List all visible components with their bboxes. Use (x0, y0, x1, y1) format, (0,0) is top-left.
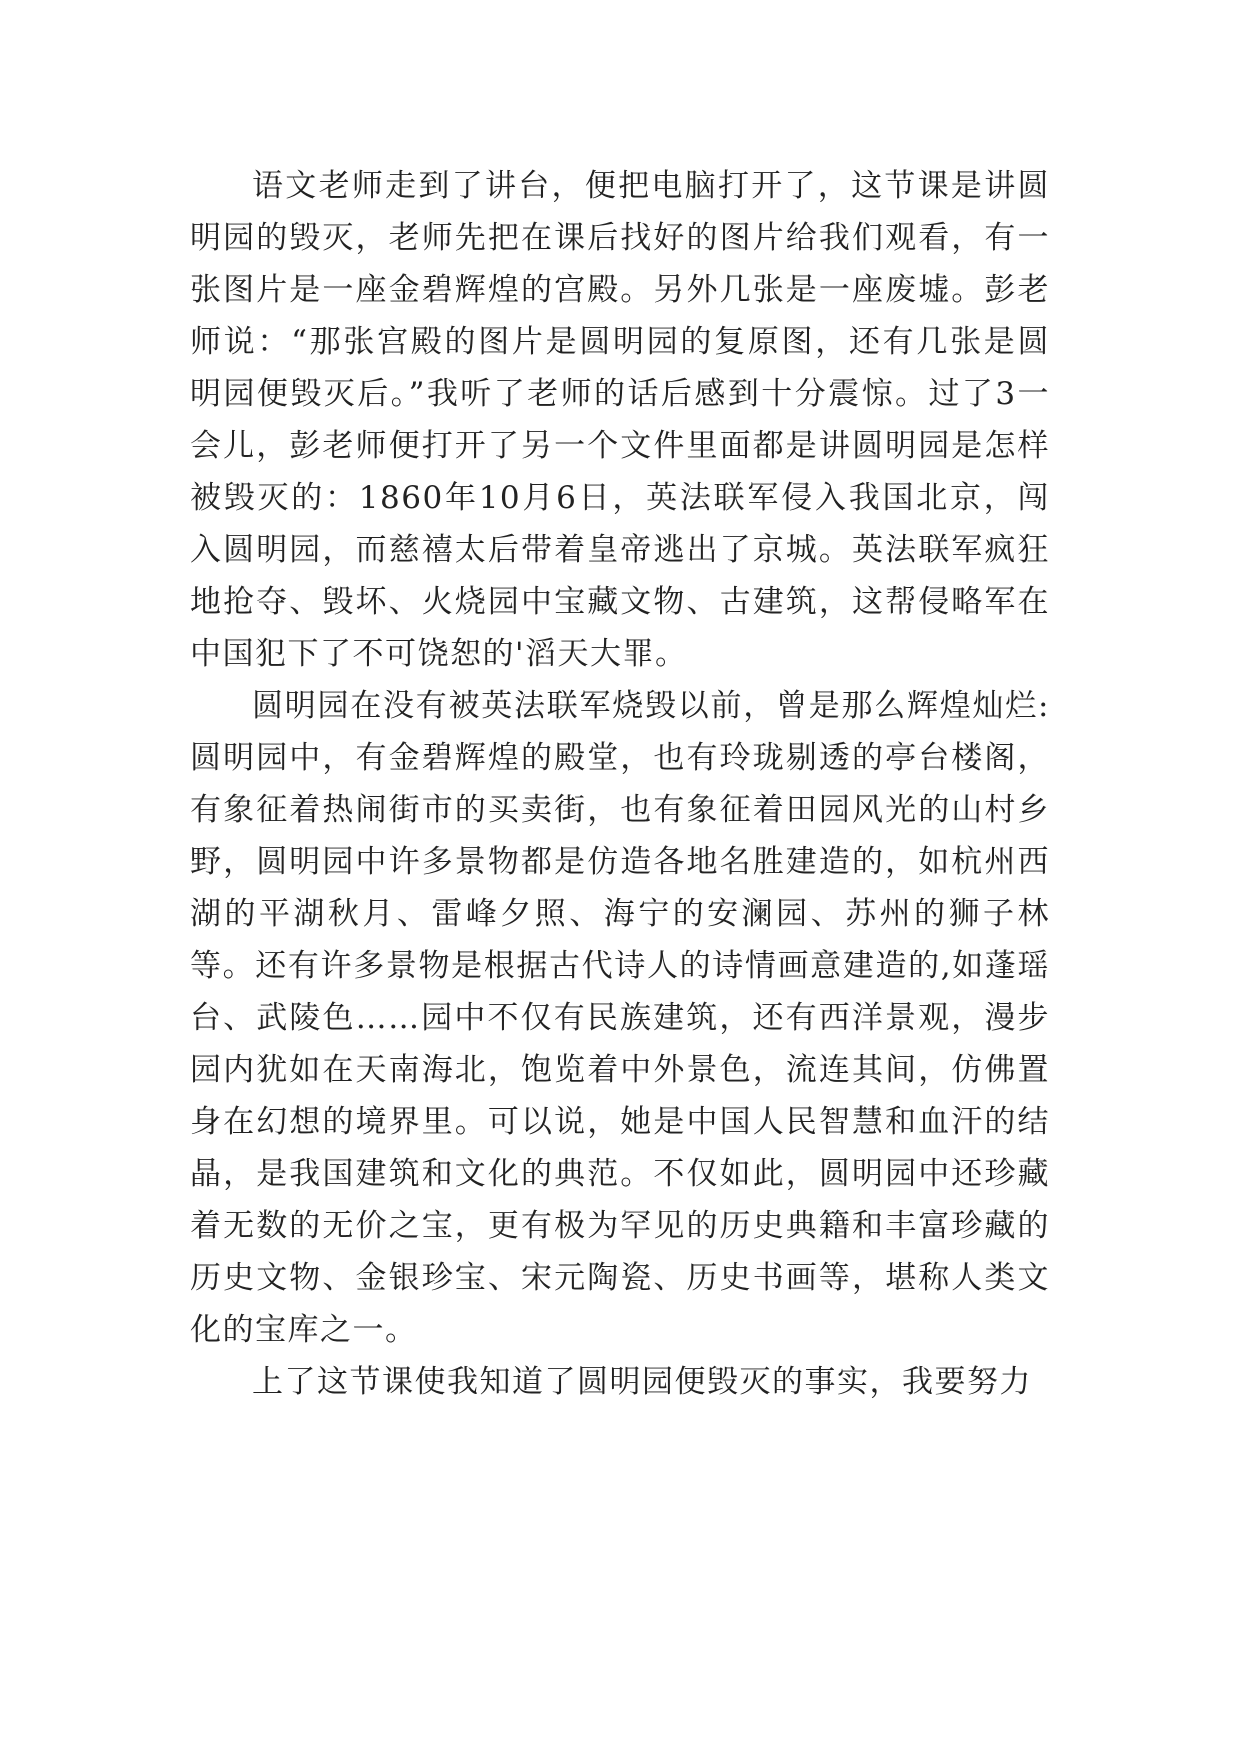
essay-body (190, 160, 1050, 1408)
paragraph-1: 语文老师走到了讲台，便把电脑打开了，这节课是讲圆明园的毁灭，老师先把在课后找好的图片给我们观看，有一张图片是一座金碧辉煌的宫殿。另外几张是一座废墟。彭老师说：“那张宫殿的图片是圆明园的复原图，还有几张是圆明园便毁灭后。”我听了老师的话后感到十分震惊。过了3一会儿，彭老师便打开了另一个文件里面都是讲圆明园是怎样被毁灭的：1860年10月6日，英法联军侵入我国北京，闯入圆明园，而慈禧太后带着皇帝逃出了京城。英法联军疯狂地抢夺、毁坏、火烧园中宝藏文物、古建筑，这帮侵略军在中国犯下了不可饶恕的'滔天大罪。 (190, 168, 1050, 672)
paragraph-3: 上了这节课使我知道了圆明园便毁灭的事实，我要努力 (252, 1364, 1032, 1400)
paragraph-2: 圆明园在没有被英法联军烧毁以前，曾是那么辉煌灿烂:圆明园中，有金碧辉煌的殿堂，也有玲珑剔透的亭台楼阁，有象征着热闹街市的买卖街，也有象征着田园风光的山村乡野，圆明园中许多景物都是仿造各地名胜建造的，如杭州西湖的平湖秋月、雷峰夕照、海宁的安澜园、苏州的狮子林等。还有许多景物是根据古代诗人的诗情画意建造的,如蓬瑶台、武陵色……园中不仅有民族建筑，还有西洋景观，漫步园内犹如在天南海北，饱览着中外景色，流连其间，仿佛置身在幻想的境界里。可以说，她是中国人民智慧和血汗的结晶，是我国建筑和文化的典范。不仅如此，圆明园中还珍藏着无数的无价之宝，更有极为罕见的历史典籍和丰富珍藏的历史文物、金银珍宝、宋元陶瓷、历史书画等，堪称人类文化的宝库之一。 (190, 688, 1050, 1348)
